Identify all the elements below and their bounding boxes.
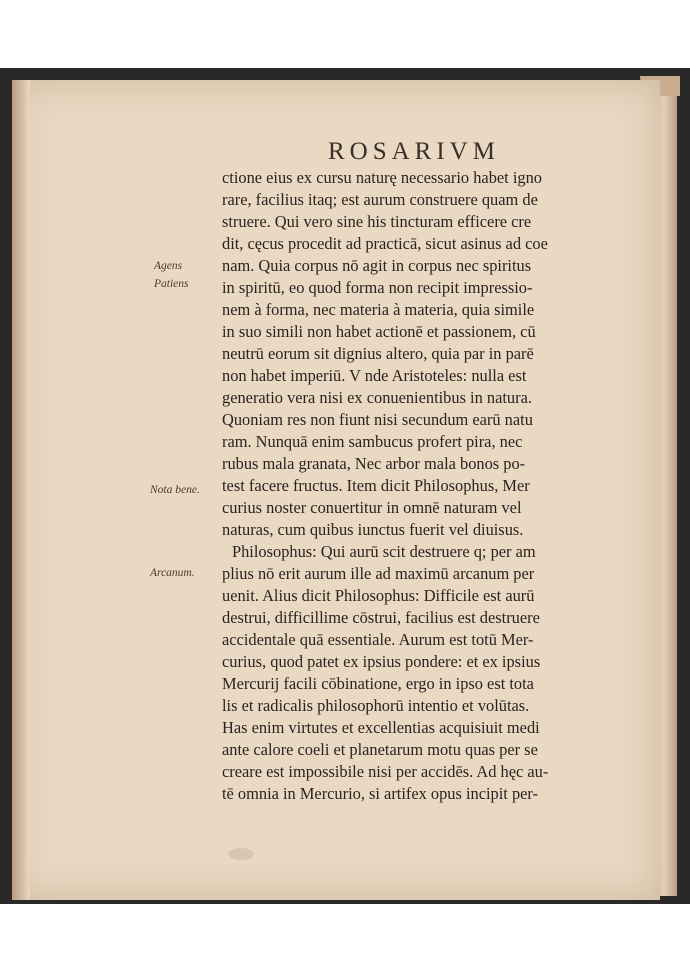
running-head: ROSARIVM	[328, 138, 500, 165]
text-line: rare, facilius itaq; est aurum construere quam de	[222, 190, 538, 209]
page-gutter	[12, 80, 30, 900]
text-line: accidentale quā essentiale. Aurum est totū Mer-	[222, 630, 534, 649]
text-line: neutrū eorum sit dignius altero, quia par in parē	[222, 344, 534, 363]
marginal-note-arcanum: Arcanum.	[150, 567, 195, 579]
text-line: Has enim virtutes et excellentias acquisiuit medi	[222, 718, 540, 737]
body-text	[222, 167, 612, 805]
text-line: nem à forma, nec materia à materia, quia simile	[222, 300, 535, 319]
text-line: rubus mala granata, Nec arbor mala bonos po-	[222, 454, 526, 473]
text-line: lis et radicalis philosophorū intentio et volūtas.	[222, 696, 530, 715]
text-line: generatio vera nisi ex conuenientibus in natura.	[222, 388, 532, 407]
text-line: plius nō erit aurum ille ad maximū arcanum per	[222, 564, 535, 583]
text-line: creare est impossibile nisi per accidēs. Ad hęc au-	[222, 762, 549, 781]
text-line: destrui, difficillime cōstrui, facilius est destruere	[222, 608, 540, 627]
text-line: ante calore coeli et planetarum motu quas per se	[222, 740, 538, 759]
text-line: naturas, cum quibus iunctus fuerit vel diuisus.	[222, 520, 524, 539]
text-line: test facere fructus. Item dicit Philosophus, Mer	[222, 476, 530, 495]
text-line: struere. Qui vero sine his tincturam efficere cre	[222, 212, 532, 231]
text-line: non habet imperiū. V nde Aristoteles: nulla est	[222, 366, 527, 385]
text-line: ram. Nunquā enim sambucus profert pira, nec	[222, 432, 523, 451]
marginal-note-nota-bene: Nota bene.	[150, 484, 200, 496]
text-line: uenit. Alius dicit Philosophus: Difficile est aurū	[222, 586, 535, 605]
text-line: Philosophus: Qui aurū scit destruere q; per am	[232, 542, 536, 561]
text-line: ctione eius ex cursu naturę necessario habet igno	[222, 168, 542, 187]
text-line: in suo simili non habet actionē et passionem, cū	[222, 322, 536, 341]
text-line: in spiritū, eo quod forma non recipit impressio-	[222, 278, 533, 297]
ink-smudge	[228, 848, 254, 860]
text-line: Mercurij facili cōbinatione, ergo in ipso est tota	[222, 674, 534, 693]
marginal-note-agens: Agens	[154, 260, 183, 272]
text-line: curius, quod patet ex ipsius pondere: et ex ipsius	[222, 652, 541, 671]
marginal-note-patiens: Patiens	[154, 278, 189, 290]
text-line: nam. Quia corpus nō agit in corpus nec spiritus	[222, 256, 532, 275]
text-line: tē omnia in Mercurio, si artifex opus incipit per-	[222, 784, 539, 803]
text-line: curius noster conuertitur in omnē naturam vel	[222, 498, 522, 517]
text-line: Quoniam res non fiunt nisi secundum earū natu	[222, 410, 533, 429]
text-line: dit, cęcus procedit ad practicā, sicut asinus ad coe	[222, 234, 548, 253]
